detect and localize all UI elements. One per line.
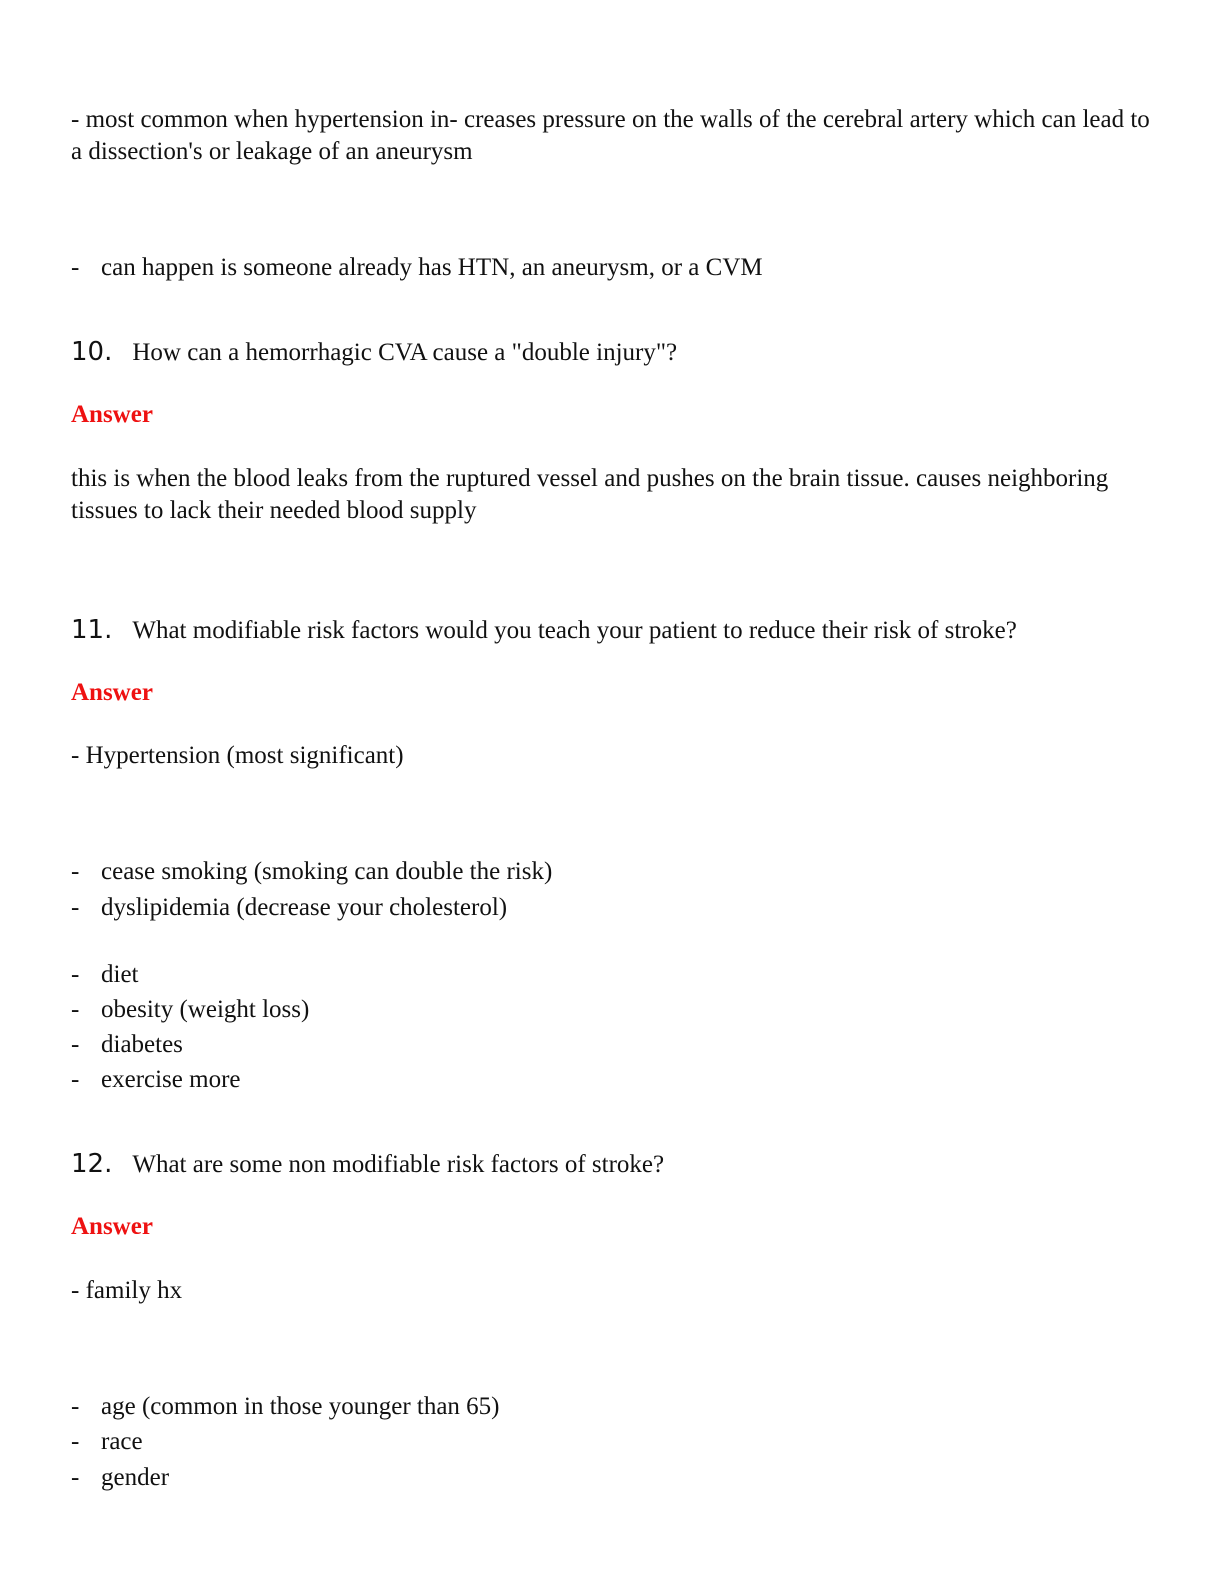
- bullet-dash: -: [71, 1393, 80, 1420]
- bullet-text: race: [101, 1428, 143, 1455]
- bullet-dash: -: [71, 894, 80, 921]
- answer-lead: - Hypertension (most significant): [71, 742, 404, 769]
- bullet-dash: -: [71, 1428, 80, 1455]
- bullet-text: diabetes: [101, 1031, 183, 1058]
- list-item: [71, 856, 552, 888]
- list-item: [71, 1462, 169, 1494]
- bullet-text: dyslipidemia (decrease your cholesterol): [101, 894, 508, 921]
- question-10: [71, 336, 677, 369]
- list-item: [71, 252, 763, 284]
- answer-label: Answer: [71, 1213, 153, 1240]
- list-item: [71, 1029, 183, 1061]
- question-text: How can a hemorrhagic CVA cause a "double injury"?: [132, 339, 678, 366]
- bullet-text: diet: [101, 961, 139, 988]
- answer-lead: - family hx: [71, 1277, 183, 1304]
- bullet-text: age (common in those younger than 65): [101, 1393, 500, 1420]
- bullet-text: cease smoking (smoking can double the risk): [101, 858, 553, 885]
- question-11: [71, 614, 1017, 647]
- question-12: [71, 1148, 664, 1181]
- answer-text: this is when the blood leaks from the ruptured vessel and pushes on the brain tissue. causes neighboring tissues to lack their needed blood supply: [71, 465, 1109, 524]
- answer-label: Answer: [71, 679, 153, 706]
- question-text: What are some non modifiable risk factors of stroke?: [132, 1151, 665, 1178]
- bullet-dash: -: [71, 1031, 80, 1058]
- bullet-text: gender: [101, 1464, 170, 1491]
- bullet-dash: -: [71, 996, 80, 1023]
- list-item: [71, 994, 309, 1026]
- list-item: [71, 892, 507, 924]
- bullet-text: obesity (weight loss): [101, 996, 310, 1023]
- question-number: 10.: [71, 337, 113, 367]
- bullet-dash: -: [71, 1464, 80, 1491]
- list-item: [71, 1426, 143, 1458]
- bullet-dash: -: [71, 858, 80, 885]
- question-number: 12.: [71, 1149, 113, 1179]
- question-text: What modifiable risk factors would you teach your patient to reduce their risk of stroke?: [132, 617, 1017, 644]
- bullet-dash: -: [71, 1066, 80, 1093]
- list-item: [71, 959, 139, 991]
- answer-label: Answer: [71, 401, 153, 428]
- list-item: [71, 1064, 241, 1096]
- bullet-dash: -: [71, 254, 80, 281]
- bullet-text: can happen is someone already has HTN, an aneurysm, or a CVM: [101, 254, 763, 281]
- question-number: 11.: [71, 615, 113, 645]
- list-item: [71, 1391, 500, 1423]
- bullet-text: exercise more: [101, 1066, 241, 1093]
- bullet-dash: -: [71, 961, 80, 988]
- intro-paragraph: - most common when hypertension in- creases pressure on the walls of the cerebral artery which can lead to a dissection's or leakage of an aneurysm: [71, 106, 1150, 165]
